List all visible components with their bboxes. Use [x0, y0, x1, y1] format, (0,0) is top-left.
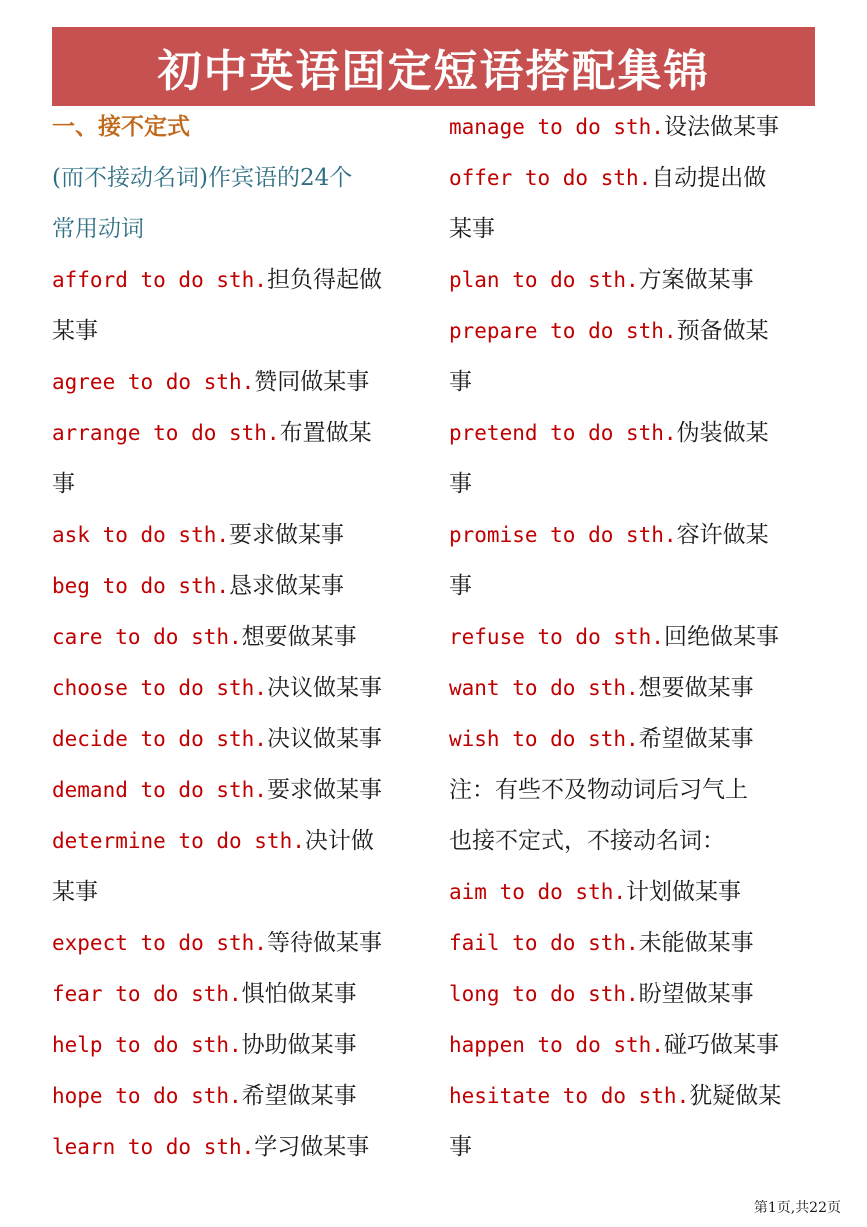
phrase-entry	[52, 612, 427, 663]
phrase-english: promise to do sth.	[449, 523, 677, 547]
phrase-chinese: 事	[449, 369, 472, 395]
phrase-entry	[52, 867, 427, 918]
section-subheading-line2: 常用动词	[52, 216, 144, 242]
phrase-entry	[52, 816, 427, 867]
phrase-chinese: 回绝做某事	[663, 624, 779, 650]
phrase-english: manage to do sth.	[449, 115, 664, 139]
phrase-english: aim to do sth.	[449, 880, 627, 904]
phrase-english: arrange to do sth.	[52, 421, 280, 445]
phrase-chinese: 方案做某事	[638, 267, 754, 293]
phrase-entry	[52, 459, 427, 510]
phrase-entry	[52, 1122, 427, 1173]
page-title: 初中英语固定短语搭配集锦	[157, 45, 710, 97]
phrase-chinese: 事	[449, 1134, 472, 1160]
phrase-chinese: 惧怕做某事	[241, 981, 357, 1007]
phrase-english: help to do sth.	[52, 1033, 242, 1057]
phrase-chinese: 设法做某事	[663, 114, 779, 140]
phrase-entry	[449, 204, 829, 255]
phrase-english: decide to do sth.	[52, 727, 267, 751]
phrase-english: hope to do sth.	[52, 1084, 242, 1108]
phrase-entry	[449, 969, 829, 1020]
phrase-entry	[52, 561, 427, 612]
phrase-english: expect to do sth.	[52, 931, 267, 955]
phrase-chinese: 要求做某事	[266, 777, 382, 803]
phrase-chinese: 担负得起做	[266, 267, 382, 293]
phrase-chinese: 决议做某事	[266, 726, 382, 752]
phrase-entry	[449, 459, 829, 510]
phrase-chinese: 某事	[449, 216, 495, 242]
phrase-chinese: 某事	[52, 318, 98, 344]
phrase-chinese: 学习做某事	[254, 1134, 370, 1160]
phrase-entry	[449, 918, 829, 969]
phrase-english: pretend to do sth.	[449, 421, 677, 445]
phrase-chinese: 自动提出做	[651, 165, 767, 191]
phrase-entry	[449, 1122, 829, 1173]
phrase-entry	[52, 1020, 427, 1071]
phrase-entry	[52, 510, 427, 561]
phrase-entry	[449, 714, 829, 765]
phrase-chinese: 赞同做某事	[254, 369, 370, 395]
phrase-english: hesitate to do sth.	[449, 1084, 690, 1108]
phrase-english: offer to do sth.	[449, 166, 652, 190]
phrase-entry	[449, 612, 829, 663]
left-entry-list	[52, 255, 427, 1173]
phrase-entry	[449, 561, 829, 612]
phrase-english: fear to do sth.	[52, 982, 242, 1006]
phrase-chinese: 容许做某	[676, 522, 769, 548]
phrase-chinese: 决议做某事	[266, 675, 382, 701]
note-line1: 注：有些不及物动词后习气上	[449, 777, 748, 803]
phrase-chinese: 要求做某事	[229, 522, 345, 548]
phrase-entry	[449, 357, 829, 408]
phrase-chinese: 事	[449, 573, 472, 599]
phrase-chinese: 盼望做某事	[638, 981, 754, 1007]
phrase-chinese: 预备做某	[676, 318, 769, 344]
phrase-english: determine to do sth.	[52, 829, 305, 853]
phrase-chinese: 碰巧做某事	[663, 1032, 779, 1058]
right-entry-list	[449, 102, 829, 765]
phrase-english: happen to do sth.	[449, 1033, 664, 1057]
phrase-chinese: 决计做	[304, 828, 374, 854]
phrase-entry	[449, 1020, 829, 1071]
phrase-chinese: 计划做某事	[626, 879, 742, 905]
title-banner	[52, 27, 815, 106]
phrase-english: choose to do sth.	[52, 676, 267, 700]
phrase-entry	[52, 969, 427, 1020]
phrase-chinese: 伪装做某	[676, 420, 769, 446]
phrase-chinese: 犹疑做某	[689, 1083, 782, 1109]
page-footer: 第1页,共22页	[753, 1200, 841, 1216]
phrase-entry	[52, 255, 427, 306]
phrase-english: afford to do sth.	[52, 268, 267, 292]
left-column	[52, 102, 427, 1173]
note-line2: 也接不定式，不接动名词：	[449, 828, 725, 854]
phrase-entry	[52, 663, 427, 714]
phrase-english: beg to do sth.	[52, 574, 230, 598]
phrase-chinese: 事	[449, 471, 472, 497]
phrase-entry	[449, 510, 829, 561]
phrase-chinese: 布置做某	[279, 420, 372, 446]
phrase-entry	[449, 255, 829, 306]
phrase-entry	[52, 765, 427, 816]
phrase-entry	[449, 408, 829, 459]
phrase-english: ask to do sth.	[52, 523, 230, 547]
phrase-chinese: 未能做某事	[638, 930, 754, 956]
section-subheading-line1: (而不接动名词)作宾语的24个	[52, 165, 353, 191]
phrase-entry	[52, 357, 427, 408]
right-entry-list-2	[449, 867, 829, 1173]
phrase-chinese: 想要做某事	[638, 675, 754, 701]
phrase-entry	[449, 306, 829, 357]
phrase-chinese: 某事	[52, 879, 98, 905]
phrase-entry	[449, 867, 829, 918]
phrase-entry	[52, 918, 427, 969]
phrase-chinese: 希望做某事	[241, 1083, 357, 1109]
section-heading: 一、接不定式	[52, 114, 190, 140]
phrase-english: plan to do sth.	[449, 268, 639, 292]
phrase-chinese: 希望做某事	[638, 726, 754, 752]
phrase-english: care to do sth.	[52, 625, 242, 649]
phrase-chinese: 协助做某事	[241, 1032, 357, 1058]
phrase-english: wish to do sth.	[449, 727, 639, 751]
phrase-english: want to do sth.	[449, 676, 639, 700]
phrase-entry	[52, 408, 427, 459]
phrase-chinese: 等待做某事	[266, 930, 382, 956]
right-column	[449, 102, 829, 1173]
phrase-english: fail to do sth.	[449, 931, 639, 955]
phrase-english: long to do sth.	[449, 982, 639, 1006]
phrase-chinese: 事	[52, 471, 75, 497]
phrase-english: learn to do sth.	[52, 1135, 255, 1159]
phrase-entry	[52, 714, 427, 765]
phrase-entry	[449, 1071, 829, 1122]
phrase-entry	[449, 102, 829, 153]
phrase-english: agree to do sth.	[52, 370, 255, 394]
phrase-english: demand to do sth.	[52, 778, 267, 802]
phrase-entry	[52, 1071, 427, 1122]
phrase-entry	[449, 153, 829, 204]
phrase-chinese: 恳求做某事	[229, 573, 345, 599]
phrase-entry	[52, 306, 427, 357]
phrase-chinese: 想要做某事	[241, 624, 357, 650]
phrase-entry	[449, 663, 829, 714]
phrase-english: refuse to do sth.	[449, 625, 664, 649]
phrase-english: prepare to do sth.	[449, 319, 677, 343]
